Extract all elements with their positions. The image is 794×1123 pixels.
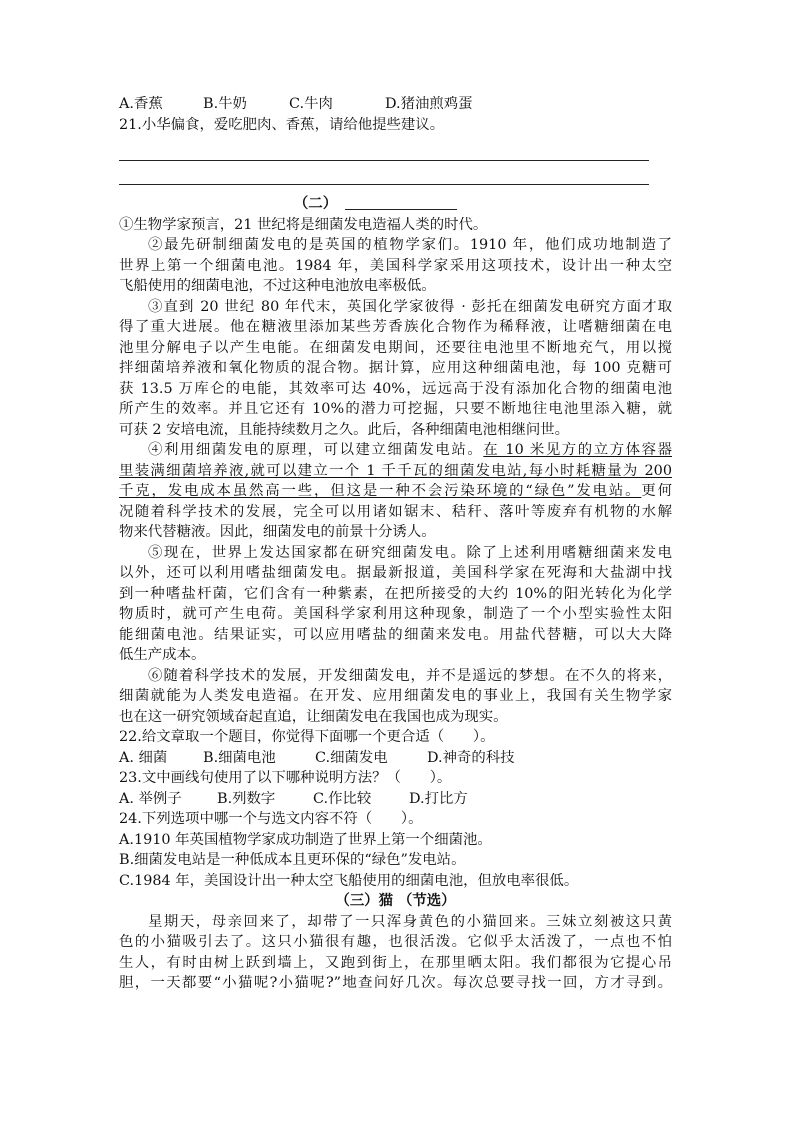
passage2-p5-line-4: 物质时，就可产生电荷。美国科学家利用这种现象，制造了一个小型实验性太阳 xyxy=(119,606,672,622)
section2-title: （二） xyxy=(293,195,338,212)
passage2-p5-line-6: 低生产成本。 xyxy=(119,647,206,663)
exam-page xyxy=(119,94,672,994)
passage2-p4-after: 更何 xyxy=(641,483,672,499)
q21-question: 21.小华偏食，爱吃肥肉、香蕉，请给他提些建议。 xyxy=(119,116,445,133)
passage2-p3-line-7: 可获 2 安培电流，且能持续数月之久。此后，各种细菌电池相继问世。 xyxy=(119,421,570,438)
q24-question: 24.下列选项中哪一个与选文内容不符（ ）。 xyxy=(119,811,423,827)
passage2-p3-line-3: 池里分解电子以产生电能。在细菌发电期间，还要往电池里不断地充气，用以搅 xyxy=(119,339,672,356)
passage2-p5-line-2: 以外，还可以利用嗜盐细菌发电。据最新报道，美国科学家在死海和大盐湖中找 xyxy=(119,565,672,581)
passage2-p5-line-1: ⑤现在，世界上发达国家都在研究细菌发电。除了上述利用嗜糖细菌来发电 xyxy=(148,544,672,561)
passage2-p2-line-3: 飞船使用的细菌电池，不过这种电池放电率极低。 xyxy=(119,278,436,294)
passage2-p3-line-4: 拌细菌培养液和氧化物质的混合物。据计算，应用这种细菌电池，每 100 克糖可 xyxy=(119,360,672,376)
q24-option-b: B.细菌发电站是一种低成本且更环保的“绿色”发电站。 xyxy=(119,852,466,868)
passage2-p5-line-5: 能细菌电池。结果证实，可以应用嗜盐的细菌来发电。用盐代替糖，可以大大降 xyxy=(119,626,672,643)
q20-option-c: C.牛肉 xyxy=(289,96,333,112)
q20-option-b: B.牛奶 xyxy=(203,96,247,112)
passage3-line-1: 星期天，母亲回来了，却带了一只浑身黄色的小猫回来。三妹立刻被这只黄 xyxy=(148,913,672,930)
passage2-p3-line-5: 获 13.5 万库仑的电能，其效率可达 40%，远远高于没有添加化合物的细菌电池 xyxy=(119,380,672,397)
q23-option-b: B.列数字 xyxy=(217,790,276,807)
q23-options xyxy=(119,789,672,810)
section3-title: （三）猫 （节选） xyxy=(335,892,456,909)
q22-option-d: D.神奇的科技 xyxy=(427,749,515,766)
passage2-p1: ①生物学家预言，21 世纪将是细菌发电造福人类的时代。 xyxy=(119,216,488,233)
passage2-p4-line-3 xyxy=(119,481,672,502)
q20-option-a: A.香蕉 xyxy=(119,96,163,112)
passage2-p4-line-4: 况随着科学技术的发展，完全可以用诸如锯末、秸秆、落叶等废弃有机物的水解 xyxy=(119,503,672,520)
q23-question: 23.文中画线句使用了以下哪种说明方法？（ ）。 xyxy=(119,770,452,786)
q20-option-d: D.猪油煎鸡蛋 xyxy=(385,96,473,112)
passage2-p3-line-1: ③直到 20 世纪 80 年代末，英国化学家彼得 · 彭托在细菌发电研究方面才取 xyxy=(148,298,672,315)
underlined-sentence-part-3: 千克，发电成本虽然高一些，但这是一种不会污染环境的“绿色”发电站。 xyxy=(119,483,642,499)
passage2-p3-line-6: 所产生的效率。并且它还有 10%的潜力可挖掘，只要不断地往电池里添入糖，就 xyxy=(119,401,672,417)
passage3-line-4: 胆，一天都要“小猫呢?小猫呢?”地查问好几次。每次总要寻找一回，方才寻到。 xyxy=(119,975,672,991)
section2-title-blank[interactable] xyxy=(345,195,457,210)
q22-question: 22.给文章取一个题目，你觉得下面哪一个更合适（ ）。 xyxy=(119,729,495,745)
passage2-p4-line-5: 物来代替糖液。因此，细菌发电的前景十分诱人。 xyxy=(119,524,436,540)
q23-option-c: C.作比较 xyxy=(313,790,372,807)
q24-option-c: C.1984 年，美国设计出一种太空飞船使用的细菌电池，但放电率很低。 xyxy=(119,872,579,889)
q23-option-a: A. 举例子 xyxy=(119,790,182,807)
q23-option-d: D.打比方 xyxy=(409,790,468,807)
passage2-p4-start: ④利用细菌发电的原理，可以建立细菌发电站。 xyxy=(148,442,484,458)
passage2-p6-line-3: 也在这一研究领域奋起直追，让细菌发电在我国也成为现实。 xyxy=(119,708,508,725)
underlined-sentence-part-2: 里装满细菌培养液,就可以建立一个 1 千千瓦的细菌发电站,每小时耗糖量为 200 xyxy=(119,462,672,479)
q22-options xyxy=(119,748,672,769)
passage2-p4-line-1 xyxy=(119,440,672,461)
q21-answer-line-2[interactable] xyxy=(119,163,649,185)
q20-options xyxy=(119,94,672,115)
passage2-p6-line-1: ⑥随着科学技术的发展，开发细菌发电，并不是遥远的梦想。在不久的将来， xyxy=(148,667,672,684)
section2-heading xyxy=(119,194,672,215)
passage2-p3-line-2: 得了重大进展。他在糖液里添加某些芳香族化合物作为稀释液，让嗜糖细菌在电 xyxy=(119,319,672,335)
q22-option-b: B.细菌电池 xyxy=(203,749,276,766)
q24-option-a: A.1910 年英国植物学家成功制造了世界上第一个细菌池。 xyxy=(119,831,492,848)
passage2-p5-line-3: 到一种嗜盐杆菌，它们含有一种紫素，在把所接受的大约 10%的阳光转化为化学 xyxy=(119,585,672,602)
q22-option-a: A. 细菌 xyxy=(119,749,168,766)
q22-option-c: C.细菌发电 xyxy=(315,749,388,766)
passage3-line-3: 生人，有时由树上跃到墙上，又跑到街上，在那里晒太阳。我们都很为它提心吊 xyxy=(119,954,672,971)
q21-answer-line-1[interactable] xyxy=(119,139,649,161)
passage2-p6-line-2: 细菌就能为人类发电造福。在开发、应用细菌发电的事业上，我国有关生物学家 xyxy=(119,688,672,704)
underlined-sentence-part-1: 在 10 米见方的立方体容器 xyxy=(483,442,672,458)
passage3-line-2: 色的小猫吸引去了。这只小猫很有趣，也很活泼。它似乎太活泼了，一点也不怕 xyxy=(119,934,672,950)
passage2-p2-line-2: 世界上第一个细菌电池。1984 年，美国科学家采用这项技术，设计出一种太空 xyxy=(119,257,672,274)
passage2-p2-line-1: ②最先研制细菌发电的是英国的植物学家们。1910 年，他们成功地制造了 xyxy=(148,237,672,253)
